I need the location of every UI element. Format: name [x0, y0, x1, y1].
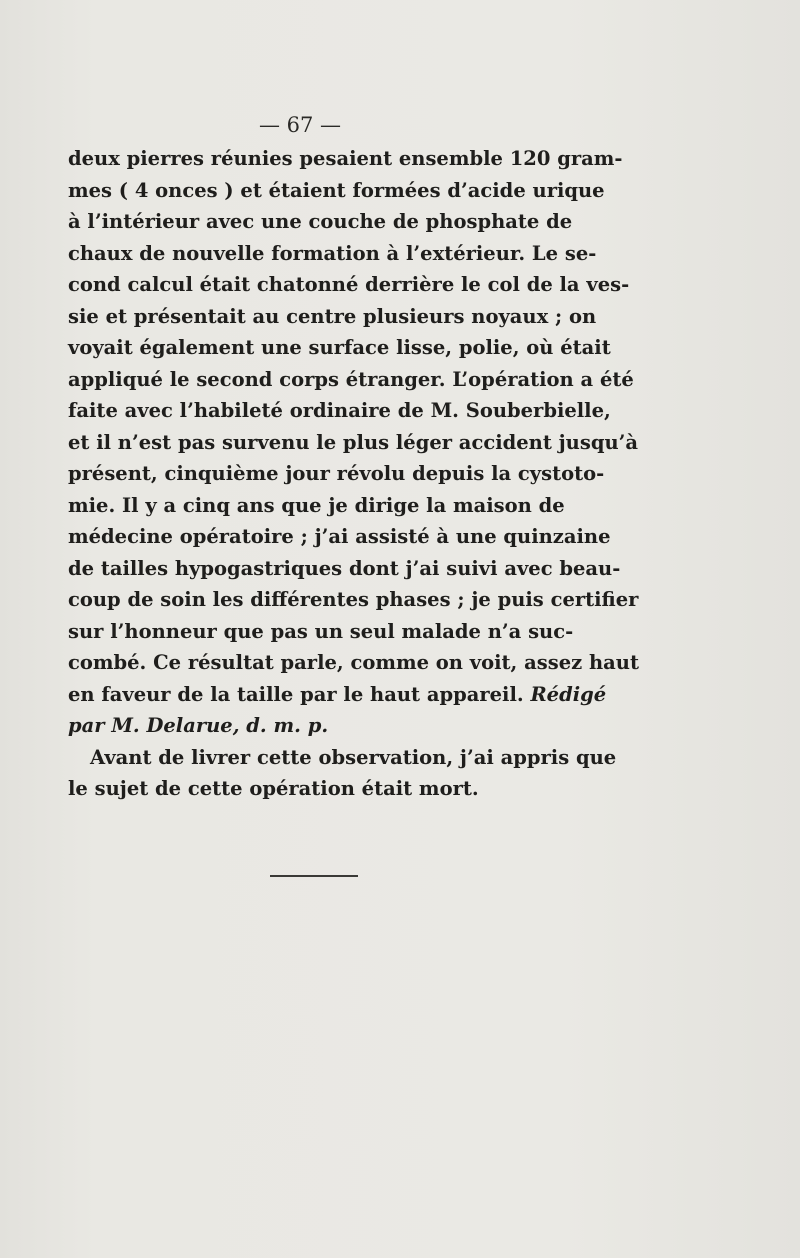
text-line: de tailles hypogastriques dont j’ai suivi avec beau- — [68, 556, 621, 580]
text-line: voyait également une surface lisse, polie, où était — [68, 336, 611, 359]
text-line: cond calcul était chatonné derrière le col de la ves- — [68, 273, 630, 296]
text-line: présent, cinquième jour révolu depuis la cystoto- — [68, 462, 605, 485]
text-line: coup de soin les différentes phases ; je puis certifier — [68, 588, 639, 611]
text-line: sur l’honneur que pas un seul malade n’a suc- — [68, 619, 574, 643]
text-line: et il n’est pas survenu le plus léger accident jusqu’à — [68, 430, 639, 454]
signature-line — [68, 710, 538, 742]
section-divider — [270, 875, 358, 877]
text-line: faite avec l’habileté ordinaire de M. Souberbielle, — [68, 399, 611, 422]
body-text — [68, 143, 639, 805]
signature-part-1: Rédigé — [530, 682, 607, 706]
text-line: mie. Il y a cinq ans que je dirige la maison de — [68, 493, 565, 517]
text-line: appliqué le second corps étranger. L’opération a été — [68, 367, 634, 391]
text-line: deux pierres réunies pesaient ensemble 120 gram- — [68, 147, 623, 170]
signature-part-2: par M. Delarue, d. m. p. — [68, 714, 329, 737]
text-line: en faveur de la taille par le haut appareil. — [68, 682, 524, 706]
text-line: sie et présentait au centre plusieurs noyaux ; on — [68, 304, 597, 328]
page-number: — 67 — — [258, 113, 342, 137]
text-line: Avant de livrer cette observation, j’ai appris que — [90, 745, 617, 769]
text-line: chaux de nouvelle formation à l’extérieur. Le se- — [68, 241, 597, 265]
text-line-with-signature — [68, 679, 607, 711]
text-line: mes ( 4 onces ) et étaient formées d’acide urique — [68, 178, 605, 202]
text-line: combé. Ce résultat parle, comme on voit, assez haut — [68, 651, 639, 674]
text-line: à l’intérieur avec une couche de phosphate de — [68, 210, 573, 233]
text-line: médecine opératoire ; j’ai assisté à une quinzaine — [68, 525, 611, 548]
text-line: le sujet de cette opération était mort. — [68, 777, 479, 800]
